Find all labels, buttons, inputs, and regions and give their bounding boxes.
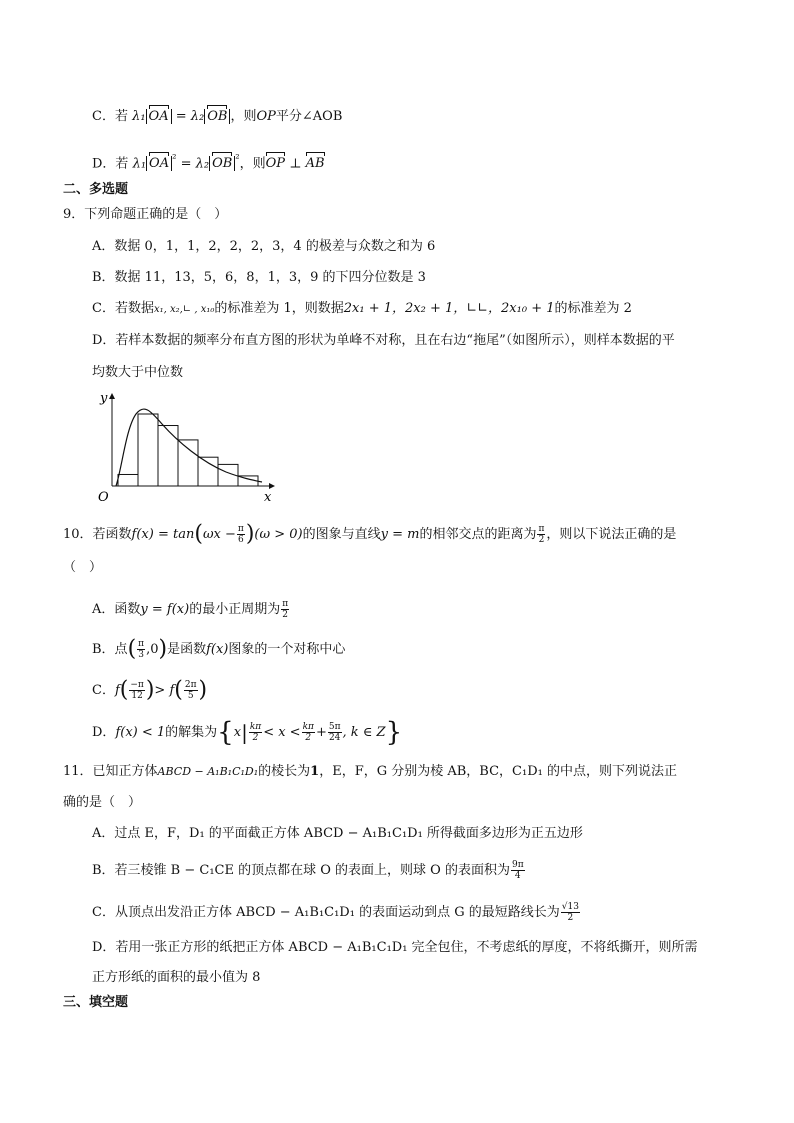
equals: = (175, 109, 187, 124)
square: ² (172, 152, 177, 165)
num-b: 2π (184, 680, 197, 690)
q11-option-d-line1: D．若用一张正方形的纸把正方体 ABCD − A₁B₁C₁D₁ 完全包住，不考虑纸的厚度，不将纸撕开，则所需 (92, 940, 698, 955)
pi: π (538, 524, 545, 534)
origin-label: O (98, 490, 109, 505)
vars: x₁, x₂,∟ , x₁₀ (153, 304, 215, 315)
q11-stem (63, 763, 677, 781)
pi: π (282, 599, 289, 609)
q8-option-d (92, 150, 325, 173)
section-fill-blank: 三、填空题 (63, 995, 129, 1010)
post: 的相邻交点的距离为 (419, 527, 537, 542)
square: ² (235, 152, 240, 165)
label: D． (92, 725, 116, 740)
num-a: −π (130, 680, 144, 690)
func: f(x) (206, 642, 229, 657)
q11-option-b (92, 860, 526, 881)
mid: 的棱长为 (258, 764, 311, 779)
q11-option-c (92, 902, 581, 923)
den-a: 12 (131, 691, 143, 701)
lambda2: λ₂ (195, 156, 210, 172)
vector-ob: OB (207, 109, 228, 124)
q9-option-b: B．数据 11，13，5，6，8，1，3，9 的下四分位数是 3 (92, 270, 426, 285)
q10-option-c: C．f( $\frac{-\pi}{12}$ )> f( $\frac{2\pi}{5}$ ) (92, 677, 208, 703)
f: f (114, 683, 120, 698)
line: y = m (380, 527, 420, 542)
six: 6 (238, 535, 244, 545)
histogram-bar (138, 414, 158, 486)
label: D．若 (92, 156, 129, 172)
q9-option-a: A．数据 0，1，1，2，2，2，3，4 的极差与众数之和为 6 (92, 239, 436, 254)
expr: 2x₁ + 1，2x₂ + 1，∟∟，2x₁₀ + 1 (343, 301, 555, 316)
pts: ，E，F，G 分别为棱 AB，BC，C₁D₁ 的中点，则下列说法正 (319, 764, 677, 779)
k-den-2: 2 (305, 733, 312, 743)
two: 2 (538, 535, 545, 545)
equals: = (180, 156, 192, 172)
q11-option-a: A．过点 E，F，D₁ 的平面截正方体 ABCD − A₁B₁C₁D₁ 所得截面多边形为正五边形 (92, 826, 583, 841)
edge: 1 (310, 764, 320, 779)
q11-option-d-line2: 正方形纸的面积的最小值为 8 (92, 970, 261, 985)
gt: > f (154, 683, 175, 698)
q8-option-c (92, 108, 342, 126)
k-num: kπ (249, 722, 262, 732)
cube: ABCD − A₁B₁C₁D₁ (157, 765, 259, 778)
histogram-bar (178, 440, 198, 486)
pre: 10．若函数 (63, 527, 132, 542)
lt: < x < (263, 725, 301, 740)
cond: (ω > 0) (254, 527, 303, 542)
post: 是函数 (167, 642, 207, 657)
pre: C．从顶点出发沿正方体 ABCD − A₁B₁C₁D₁ 的表面运动到点 G 的最短路线长为 (92, 905, 560, 920)
pre: B．若三棱锥 B − C₁CE 的顶点都在球 O 的表面上，则球 O 的表面积为 (92, 863, 510, 878)
k-num-2: kπ (302, 722, 314, 732)
num: √13 (561, 902, 579, 912)
label: C．若 (92, 109, 128, 124)
func: y = f(x) (140, 602, 190, 617)
perp: ⊥ (289, 156, 302, 172)
q10-option-d: D．f(x) < 1的解集为{x| $\frac{k\pi}{2}$ < x < $\frac{k\pi}{2}$ + $\frac{5\pi}{24}$ , k ∈ Z} (92, 717, 403, 748)
den-b: 5 (187, 691, 194, 701)
den: 4 (514, 871, 521, 881)
tail: 平分∠AOB (275, 109, 343, 124)
c-num: 5π (328, 722, 341, 732)
arg: ωx − (202, 527, 236, 542)
c-den: 24 (328, 733, 341, 743)
tail: ,0 (146, 642, 159, 657)
pre: C．若数据 (92, 301, 154, 316)
histogram-bar (198, 457, 218, 486)
q9-option-d-line1: D．若样本数据的频率分布直方图的形状为单峰不对称，且在右边“拖尾”（如图所示），则样本数据的平 (92, 333, 675, 348)
q11-stem-line2: 确的是（ ） (63, 795, 142, 810)
q10-stem: 10．若函数f(x) = tan(ωx − $\frac{\pi}{6}$ )(ω > 0)的图象与直线y = m的相邻交点的距离为 $\frac{\pi}{2}$ ，则以下说法正确的是 (63, 521, 677, 547)
then: ，则 (239, 156, 266, 172)
vector-ab: AB (305, 156, 325, 172)
vector-oa: OA (149, 156, 170, 172)
pre: 11．已知正方体 (63, 764, 158, 779)
section-multi-choice: 二、多选题 (63, 182, 129, 197)
q10-option-b: B．点( $\frac{\pi}{3}$ ,0)是函数f(x)图象的一个对称中心 (92, 636, 346, 662)
lambda2: λ₂ (190, 109, 205, 124)
x-label: x (264, 490, 272, 505)
post: 的最小正周期为 (189, 602, 281, 617)
then: ，则 (230, 109, 257, 124)
two: 2 (282, 610, 289, 620)
q9-option-c (92, 300, 632, 319)
vector-oa: OA (148, 109, 169, 124)
label: C． (92, 683, 115, 698)
histogram-bar (158, 426, 178, 486)
y-label: y (100, 391, 108, 406)
lambda1: λ₁ (132, 156, 147, 172)
pi: π (237, 524, 244, 534)
op: OP (256, 109, 276, 124)
q9-option-d-line2: 均数大于中位数 (92, 365, 184, 380)
lambda1: λ₁ (132, 109, 146, 124)
x: x (233, 725, 242, 740)
mid: 的图象与直线 (302, 527, 381, 542)
q9-stem: 9．下列命题正确的是（ ） (63, 207, 228, 222)
func: f(x) = tan (131, 527, 195, 542)
end: ，则以下说法正确的是 (546, 527, 677, 542)
tail: , k ∈ Z (342, 725, 386, 740)
vector-op: OP (265, 156, 286, 172)
mid: 的解集为 (165, 725, 218, 740)
num: 9π (511, 860, 524, 870)
q10-stem-paren: （ ） (63, 560, 103, 575)
vector-ob: OB (212, 156, 233, 172)
histogram-bar (118, 474, 138, 486)
tail2: 图象的一个对称中心 (228, 642, 346, 657)
expr: f(x) < 1 (115, 725, 166, 740)
den: 3 (138, 650, 144, 660)
plus: + (315, 725, 327, 740)
post: 的标准差为 2 (554, 301, 632, 316)
pre: B．点 (92, 642, 128, 657)
histogram-figure (92, 388, 282, 506)
den: 2 (567, 913, 574, 923)
q10-option-a (92, 599, 290, 620)
num: π (138, 639, 145, 649)
pre: A．函数 (92, 602, 141, 617)
mid: 的标准差为 1，则数据 (214, 301, 344, 316)
k-den: 2 (252, 733, 259, 743)
